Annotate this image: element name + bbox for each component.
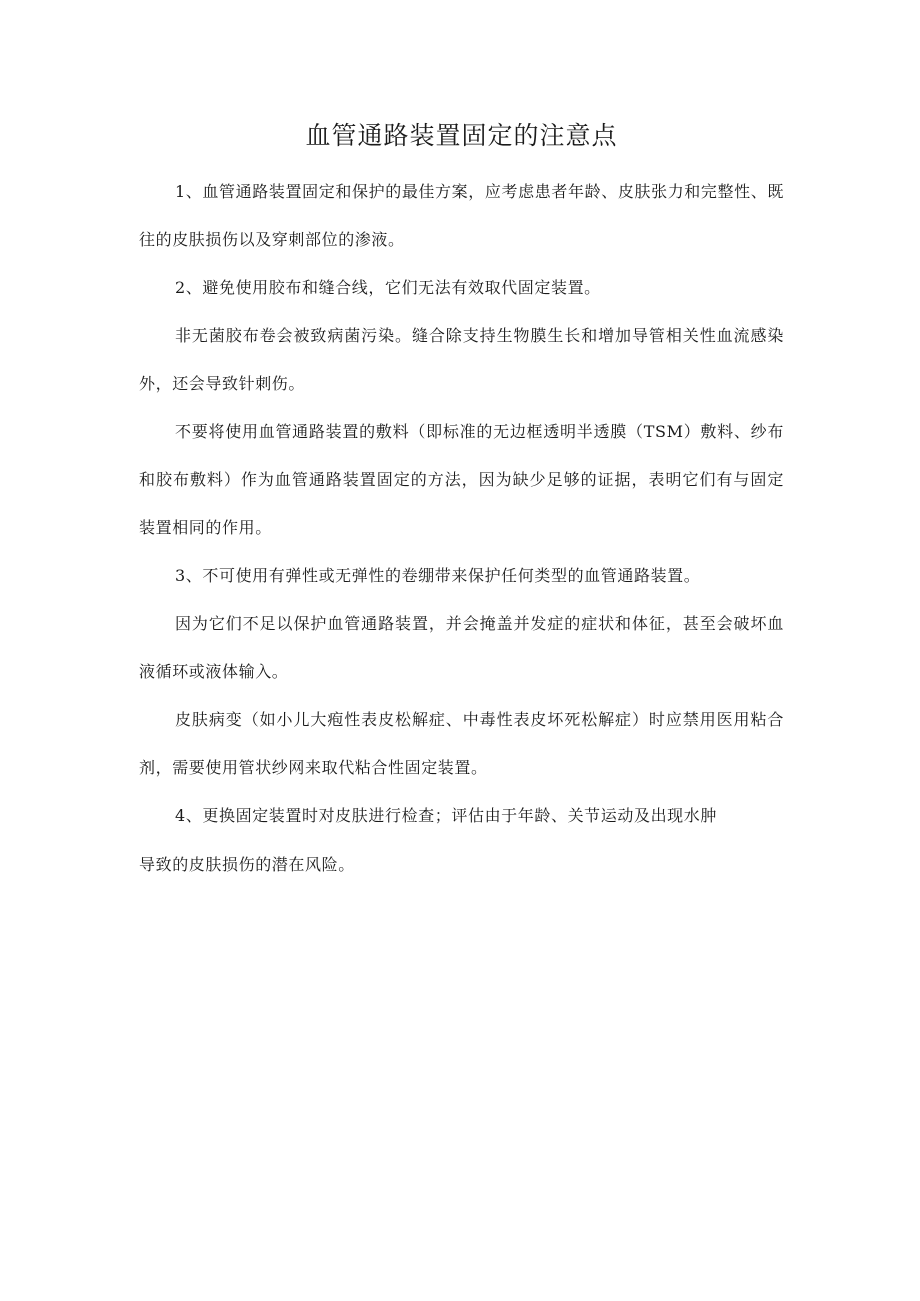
paragraph-7: 皮肤病变（如小儿大疱性表皮松解症、中毒性表皮坏死松解症）时应禁用医用粘合剂，需要使用管状纱网来取代粘合性固定装置。 (139, 710, 784, 777)
document-page (139, 118, 784, 890)
paragraph-3: 非无菌胶布卷会被致病菌污染。缝合除支持生物膜生长和增加导管相关性血流感染外，还会导致针刺伤。 (139, 326, 784, 393)
page-title: 血管通路装置固定的注意点 (305, 121, 618, 150)
paragraph-6: 因为它们不足以保护血管通路装置，并会掩盖并发症的症状和体征，甚至会破坏血液循环或液体输入。 (139, 614, 784, 681)
paragraph-4: 不要将使用血管通路装置的敷料（即标准的无边框透明半透膜（TSM）敷料、纱布和胶布敷料）作为血管通路装置固定的方法，因为缺少足够的证据，表明它们有与固定装置相同的作用。 (139, 422, 784, 537)
paragraph-2: 2、避免使用胶布和缝合线，它们无法有效取代固定装置。 (175, 278, 601, 297)
paragraph-9: 导致的皮肤损伤的潜在风险。 (139, 855, 355, 874)
paragraph-8: 4、更换固定装置时对皮肤进行检查；评估由于年龄、关节运动及出现水肿 (175, 806, 717, 825)
paragraph-1: 1、血管通路装置固定和保护的最佳方案，应考虑患者年龄、皮肤张力和完整性、既往的皮肤损伤以及穿刺部位的渗液。 (139, 182, 784, 249)
paragraph-5: 3、不可使用有弹性或无弹性的卷绷带来保护任何类型的血管通路装置。 (175, 566, 701, 585)
